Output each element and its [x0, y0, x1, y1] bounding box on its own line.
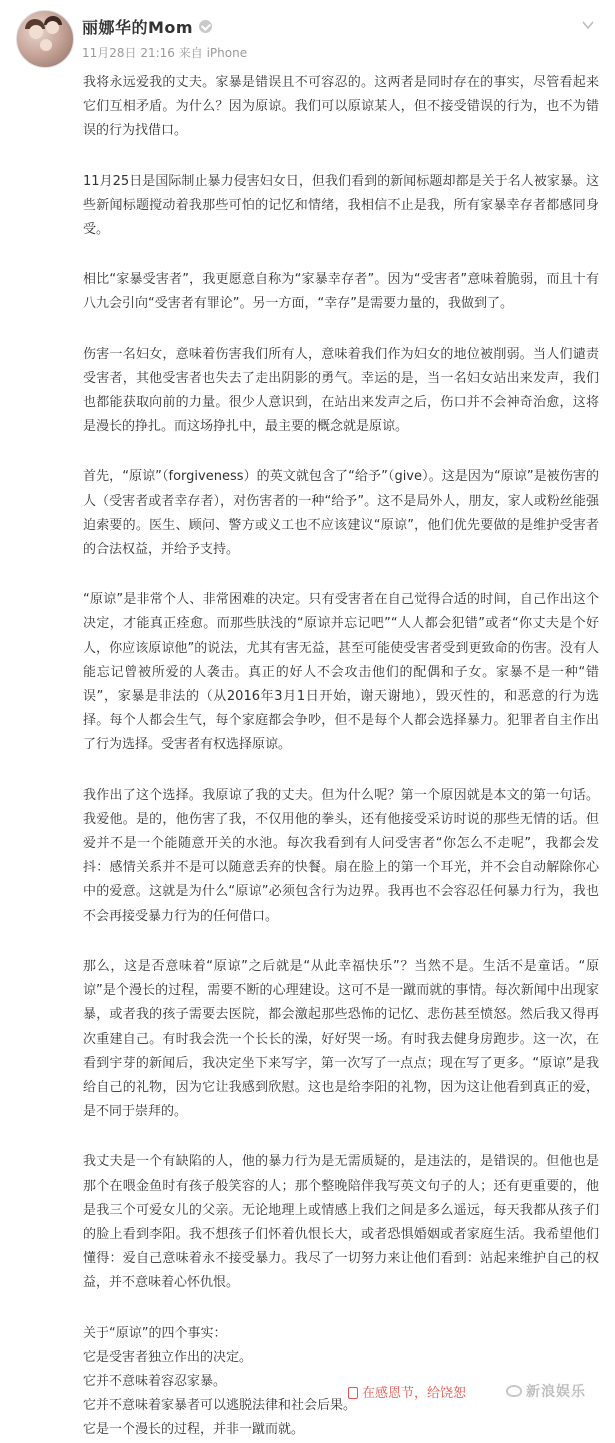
paragraph-4: 伤害一名妇女，意味着伤害我们所有人，意味着我们作为妇女的地位被削弱。当人们谴责受害者，其他受害者也失去了走出阴影的勇气。幸运的是，当一名妇女站出来发声，我们也都能获取向前的力量。很少人意识到，在站出来发声之后，伤口并不会神奇治愈，这将是漫长的挣扎。而这场挣扎中，最主要的概念就是原谅。 [83, 346, 599, 435]
post-body [83, 71, 599, 1443]
chevron-down-icon[interactable] [581, 18, 595, 32]
author-name-text[interactable]: 丽娜华的Mom [82, 18, 194, 37]
footer-overlay-caption [348, 1382, 466, 1401]
watermark-text: 新浪娱乐 [526, 1384, 586, 1400]
paragraph-5: 首先，“原谅”（forgiveness）的英文就包含了“给予”（give）。这是因为“原谅”是被伤害的人（受害者或者幸存者），对伤害者的一种“给予”。这不是局外人，朋友，家人或粉丝能强迫索要的。医生、顾问、警方或义工也不应该建议“原谅”，他们优先要做的是维护受害者的合法权益，并给予支持。 [83, 469, 599, 558]
fact-item-4: 它是一个漫长的过程，并非一蹴而就。 [83, 1422, 305, 1438]
weibo-watermark [506, 1381, 586, 1401]
post-header [0, 0, 615, 72]
footer-strip [0, 1379, 615, 1407]
paragraph-9: 我丈夫是一个有缺陷的人，他的暴力行为是无需质疑的，是违法的，是错误的。但他也是那个在喂金鱼时有孩子般笑容的人；那个整晚陪伴我写英文句子的人；还有更重要的，他是我三个可爱女儿的父亲。无论地理上或情感上我们之间是多么遥远，每天我都从孩子们的脸上看到李阳。我不想孩子们怀着仇恨长大，或者恐惧婚姻或者家庭生活。我希望他们懂得：爱自己意味着永不接受暴力。我尽了一切努力来让他们看到：站起来维护自己的权益，并不意味着心怀仇恨。 [83, 1154, 599, 1291]
clipboard-icon [348, 1387, 358, 1399]
fact-item-2: 它并不意味着容忍家暴。 [83, 1373, 227, 1389]
paragraph-6: “原谅”是非常个人、非常困难的决定。只有受害者在自己觉得合适的时间，自己作出这个决定，才能真正痊愈。而那些肤浅的“原谅并忘记吧”“人人都会犯错”或者“你丈夫是个好人，你应该原谅他”的说法，尤其有害无益，甚至可能使受害者受到更致命的伤害。没有人能忘记曾被所爱的人袭击。真正的好人不会攻击他们的配偶和子女。家暴不是一种“错误”，家暴是非法的（从2016年3月1日开始，谢天谢地），毁灭性的，和恶意的行为选择。每个人都会生气，每个家庭都会争吵，但不是每个人都会选择暴力。犯罪者自主作出了行为选择。受害者有权选择原谅。 [83, 592, 599, 753]
paragraph-2: 11月25日是国际制止暴力侵害妇女日，但我们看到的新闻标题却都是关于名人被家暴。这些新闻标题搅动着我那些可怕的记忆和情绪，我相信不止是我，所有家暴幸存者都感同身受。 [83, 173, 599, 238]
facts-title: 关于“原谅”的四个事实： [83, 1325, 227, 1341]
fact-item-3: 它并不意味着家暴者可以逃脱法律和社会后果。 [83, 1398, 357, 1414]
paragraph-8: 那么，这是否意味着“原谅”之后就是“从此幸福快乐”？当然不是。生活不是童话。“原谅”是个漫长的过程，需要不断的心理建设。这可不是一蹴而就的事情。每次新闻中出现家暴，或者我的孩子需要去医院，都会激起那些恐怖的记忆、悲伤甚至愤怒。然后我又得再次重建自己。有时我会洗一个长长的澡，好好哭一场。有时我去健身房跑步。这一次，在看到宇芽的新闻后，我决定坐下来写字，第一次写了一点点；现在写了更多。“原谅”是我给自己的礼物，因为它让我感到欣慰。这也是给李阳的礼物，因为这让他看到真正的爱，是不同于崇拜的。 [83, 958, 599, 1120]
fact-item-1: 它是受害者独立作出的决定。 [83, 1349, 253, 1365]
verified-badge-icon [199, 20, 212, 33]
footer-overlay-text: 在感恩节，给饶恕 [362, 1386, 467, 1401]
paragraph-1: 我将永远爱我的丈夫。家暴是错误且不可容忍的。这两者是同时存在的事实，尽管看起来它们互相矛盾。为什么？因为原谅。我们可以原谅某人，但不接受错误的行为，也不为错误的行为找借口。 [83, 75, 599, 139]
paragraph-3: 相比“家暴受害者”，我更愿意自称为“家暴幸存者”。因为“受害者”意味着脆弱，而且十有八九会引向“受害者有罪论”。另一方面，“幸存”是需要力量的，我做到了。 [83, 272, 599, 312]
avatar[interactable] [16, 10, 74, 68]
weibo-logo-icon [506, 1385, 522, 1397]
author-name[interactable] [82, 15, 212, 38]
paragraph-7: 我作出了这个选择。我原谅了我的丈夫。但为什么呢？第一个原因就是本文的第一句话。我爱他。是的，他伤害了我，不仅用他的拳头，还有他接受采访时说的那些无情的话。但爱并不是一个能随意开关的水池。每次我看到有人问受害者“你怎么不走呢”，我都会发抖：感情关系并不是可以随意丢弃的快餐。扇在脸上的第一个耳光，并不会自动解除你心中的爱意。这就是为什么“原谅”必须包含行为边界。我再也不会容忍任何暴力行为，我也不会再接受暴力行为的任何借口。 [83, 787, 599, 924]
post-timestamp: 11月28日 21:16 来自 iPhone [82, 46, 248, 60]
